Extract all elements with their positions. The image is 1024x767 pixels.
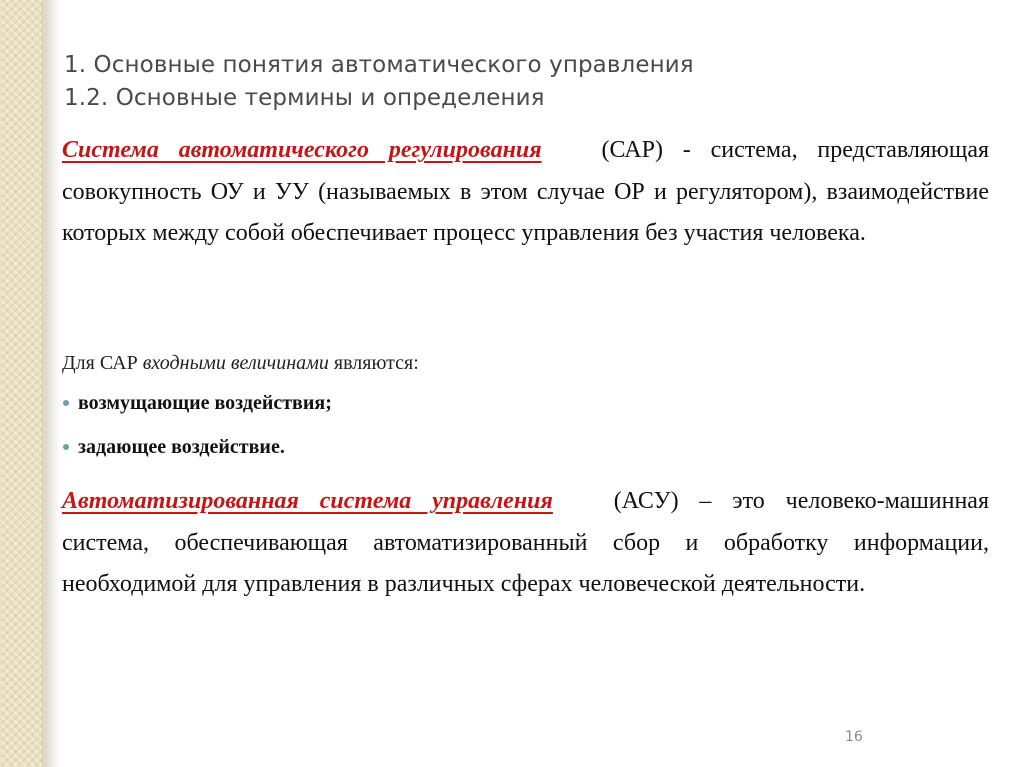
title-line-1: 1. Основные понятия автоматического управления: [64, 52, 694, 78]
title-line-2: 1.2. Основные термины и определения: [64, 85, 545, 111]
bullet-dot-icon: [63, 444, 69, 450]
bullet-dot-icon: [63, 400, 69, 406]
asu-definition-text: (АСУ) – это человеко-машинная система, обеспечивающая автоматизированный сбор и обработку информации, необходимой для управления в различных сферах человеческой деятельности.: [62, 488, 989, 597]
sar-definition-text: представляющая совокупность ОУ и УУ (называемых в этом случае ОР и регулятором), взаимодействие которых между собой обеспечивает процесс управления без участия человека.: [62, 137, 990, 246]
list-item: [62, 425, 989, 469]
slide-title: [64, 49, 694, 115]
band-divider: [42, 0, 43, 767]
asu-term: [62, 488, 593, 514]
input-suffix: являются:: [328, 352, 419, 374]
input-quantities-heading: [62, 346, 989, 381]
page-number: 16: [845, 729, 863, 745]
input-quantities: [62, 346, 989, 469]
sar-term-text: Система автоматического регулирования: [62, 137, 542, 163]
decorative-left-band: [0, 0, 44, 767]
list-item-text: задающее воздействие.: [78, 436, 285, 458]
sar-line1-tail: (САР) - система,: [601, 137, 798, 163]
list-item: [62, 381, 989, 425]
asu-definition: [62, 481, 989, 606]
input-prefix: Для САР: [62, 352, 143, 374]
sar-term: [62, 137, 582, 163]
band-shadow: [44, 0, 60, 767]
sar-definition: [62, 130, 989, 255]
input-italic: входными величинами: [142, 352, 329, 374]
asu-term-text: Автоматизированная система управления: [62, 488, 553, 514]
list-item-text: возмущающие воздействия;: [78, 392, 332, 414]
